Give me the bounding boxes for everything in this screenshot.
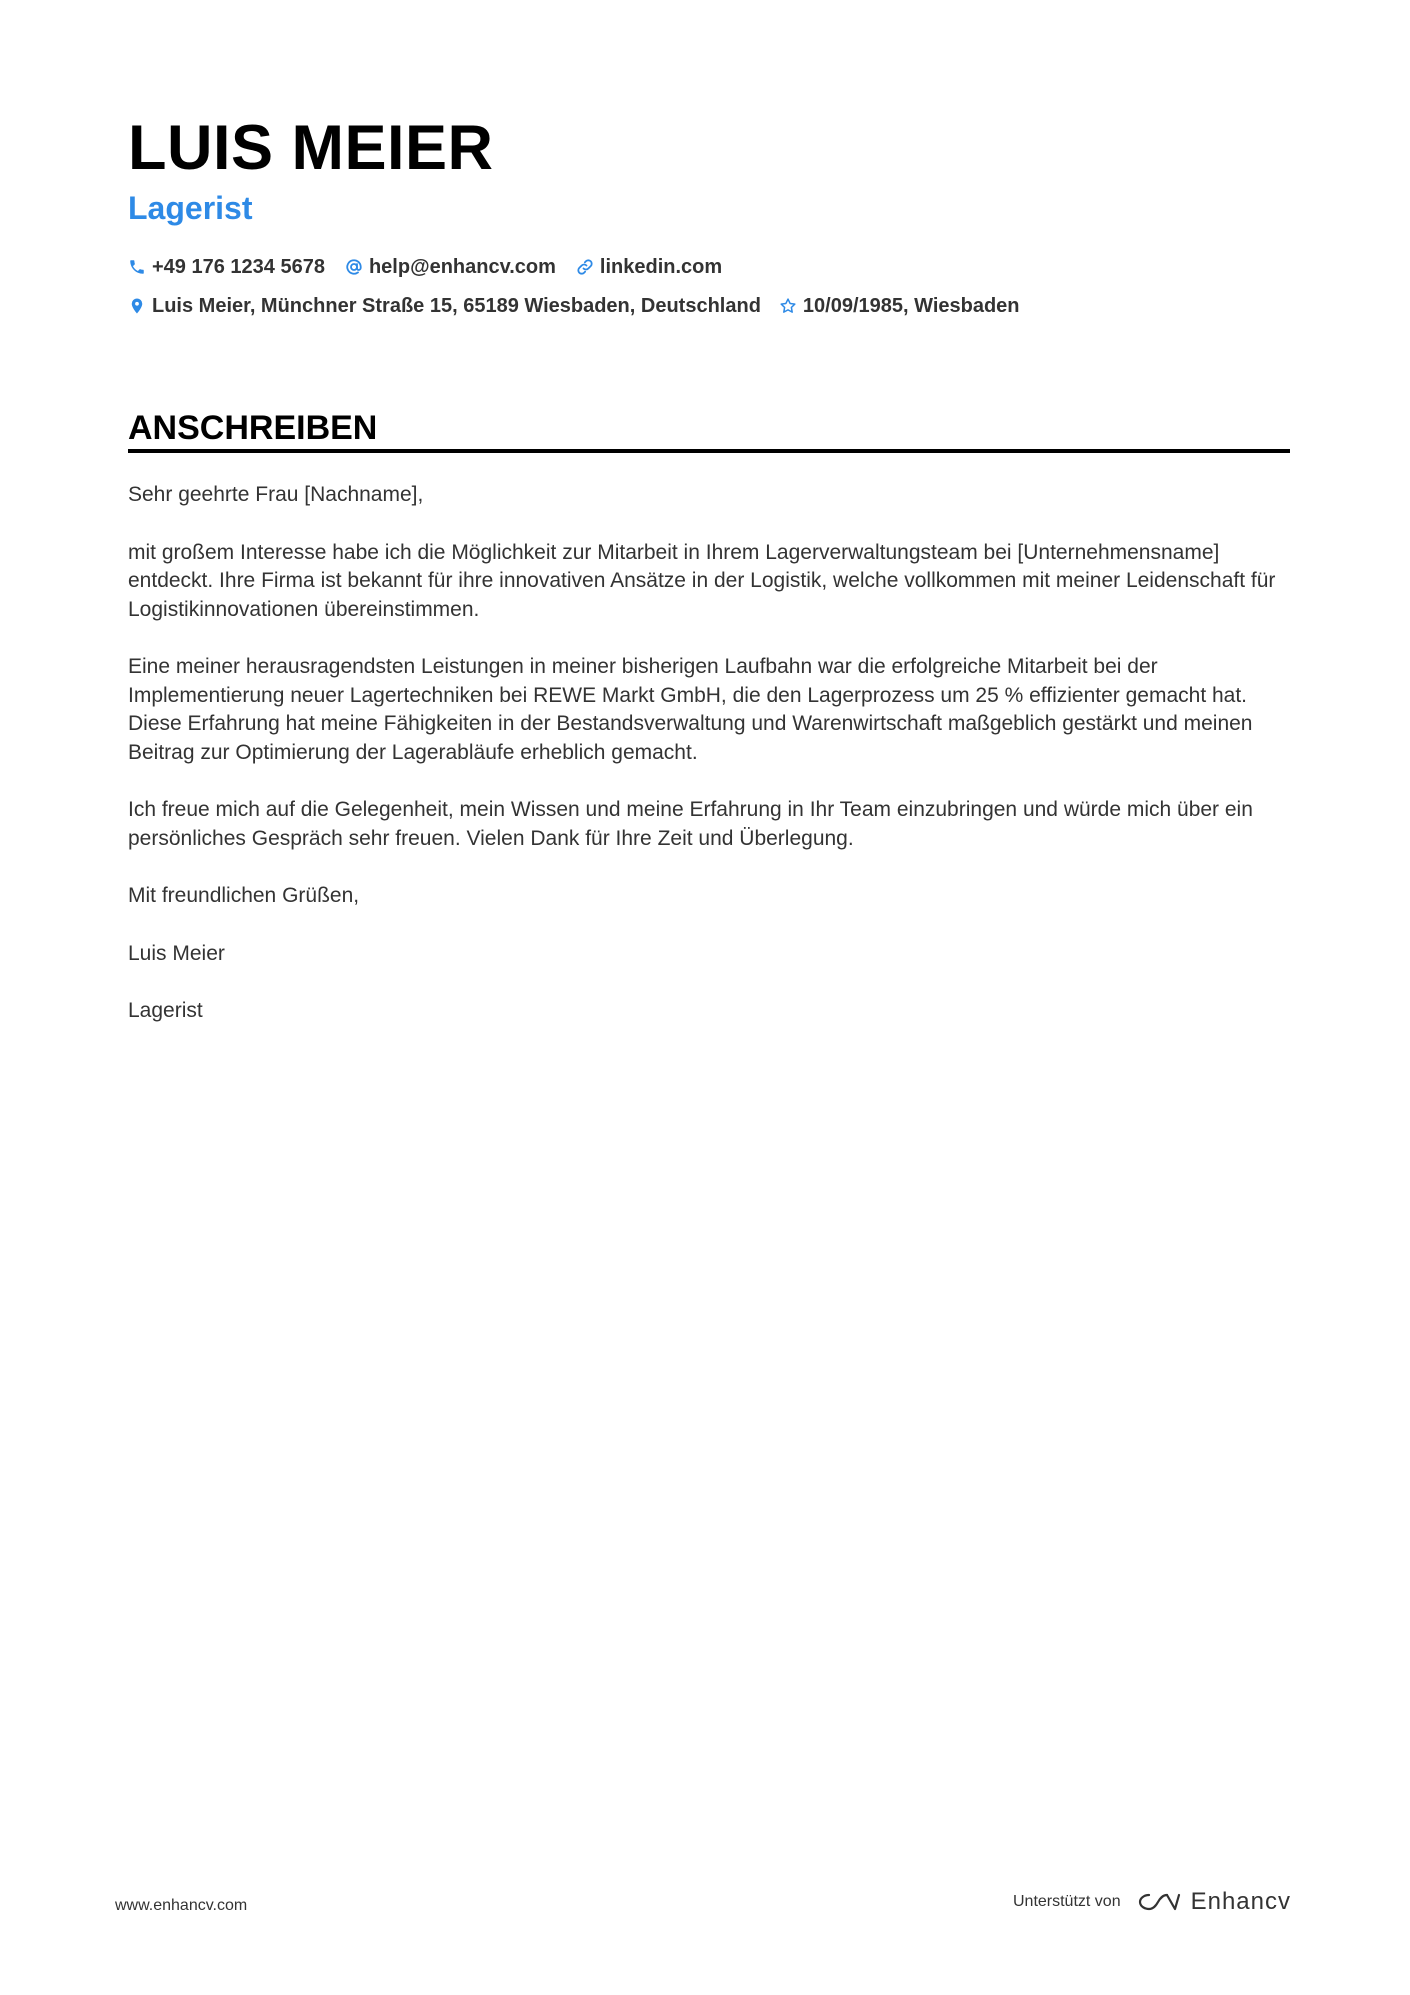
enhancv-logo-icon — [1135, 1890, 1181, 1914]
email-text[interactable]: help@enhancv.com — [368, 256, 556, 278]
location-pin-icon — [128, 297, 146, 315]
contact-birth — [779, 293, 1020, 319]
applicant-role: Lagerist — [128, 190, 253, 226]
letter-salutation: Sehr geehrte Frau [Nachname], — [128, 483, 424, 506]
contact-address — [128, 293, 761, 319]
birth-text: 10/09/1985, Wiesbaden — [802, 295, 1020, 317]
contact-email[interactable] — [345, 254, 556, 280]
powered-by-text: Unterstützt von — [1012, 1893, 1121, 1910]
address-text: Luis Meier, Münchner Straße 15, 65189 Wiesbaden, Deutschland — [152, 295, 761, 317]
letter-paragraph: mit großem Interesse habe ich die Möglichkeit zur Mitarbeit in Ihrem Lagerverwaltungsteam bei [Unternehmensname] entdeckt. Ihre Firma ist bekannt für ihre innovativen Ansätze in der Logistik, welche vollkommen mit meiner Leidenschaft für Logistikinnovationen übereinstimmen. — [128, 540, 1276, 621]
section-title: ANSCHREIBEN — [128, 409, 378, 447]
at-icon — [345, 258, 363, 276]
phone-text: +49 176 1234 5678 — [152, 256, 325, 278]
phone-icon — [128, 258, 146, 276]
letter-paragraph: Eine meiner herausragendsten Leistungen in meiner bisherigen Laufbahn war die erfolgreiche Mitarbeit bei der Implementierung neuer Lagertechniken bei REWE Markt GmbH, die den Lagerprozess um 25 % effizienter gemacht hat. Diese Erfahrung hat meine Fähigkeiten in der Bestandsverwaltung und Warenwirtschaft maßgeblich gestärkt und meinen Beitrag zur Optimierung der Lagerabläufe erheblich gemacht. — [128, 655, 1253, 764]
enhancv-logo-text: Enhancv — [1190, 1888, 1291, 1915]
star-icon — [779, 297, 797, 315]
contact-row-primary — [128, 254, 742, 280]
contact-phone — [128, 254, 325, 280]
linkedin-text[interactable]: linkedin.com — [599, 256, 723, 278]
contact-linkedin[interactable] — [576, 254, 722, 280]
letter-body — [128, 481, 1290, 1055]
signature-role: Lagerist — [128, 999, 203, 1022]
letter-closing: Mit freundlichen Grüßen, — [128, 884, 360, 907]
letter-paragraph: Ich freue mich auf die Gelegenheit, mein Wissen und meine Erfahrung in Ihr Team einzubringen und würde mich über ein persönliches Gespräch sehr freuen. Vielen Dank für Ihre Zeit und Überlegung. — [128, 798, 1253, 850]
footer-powered-by — [1013, 1890, 1291, 1914]
signature-name: Luis Meier — [128, 941, 225, 965]
contact-row-secondary — [128, 293, 1040, 319]
applicant-name: LUIS MEIER — [128, 113, 494, 183]
link-icon — [576, 258, 594, 276]
footer-website[interactable]: www.enhancv.com — [115, 1897, 248, 1914]
section-divider — [128, 449, 1290, 453]
